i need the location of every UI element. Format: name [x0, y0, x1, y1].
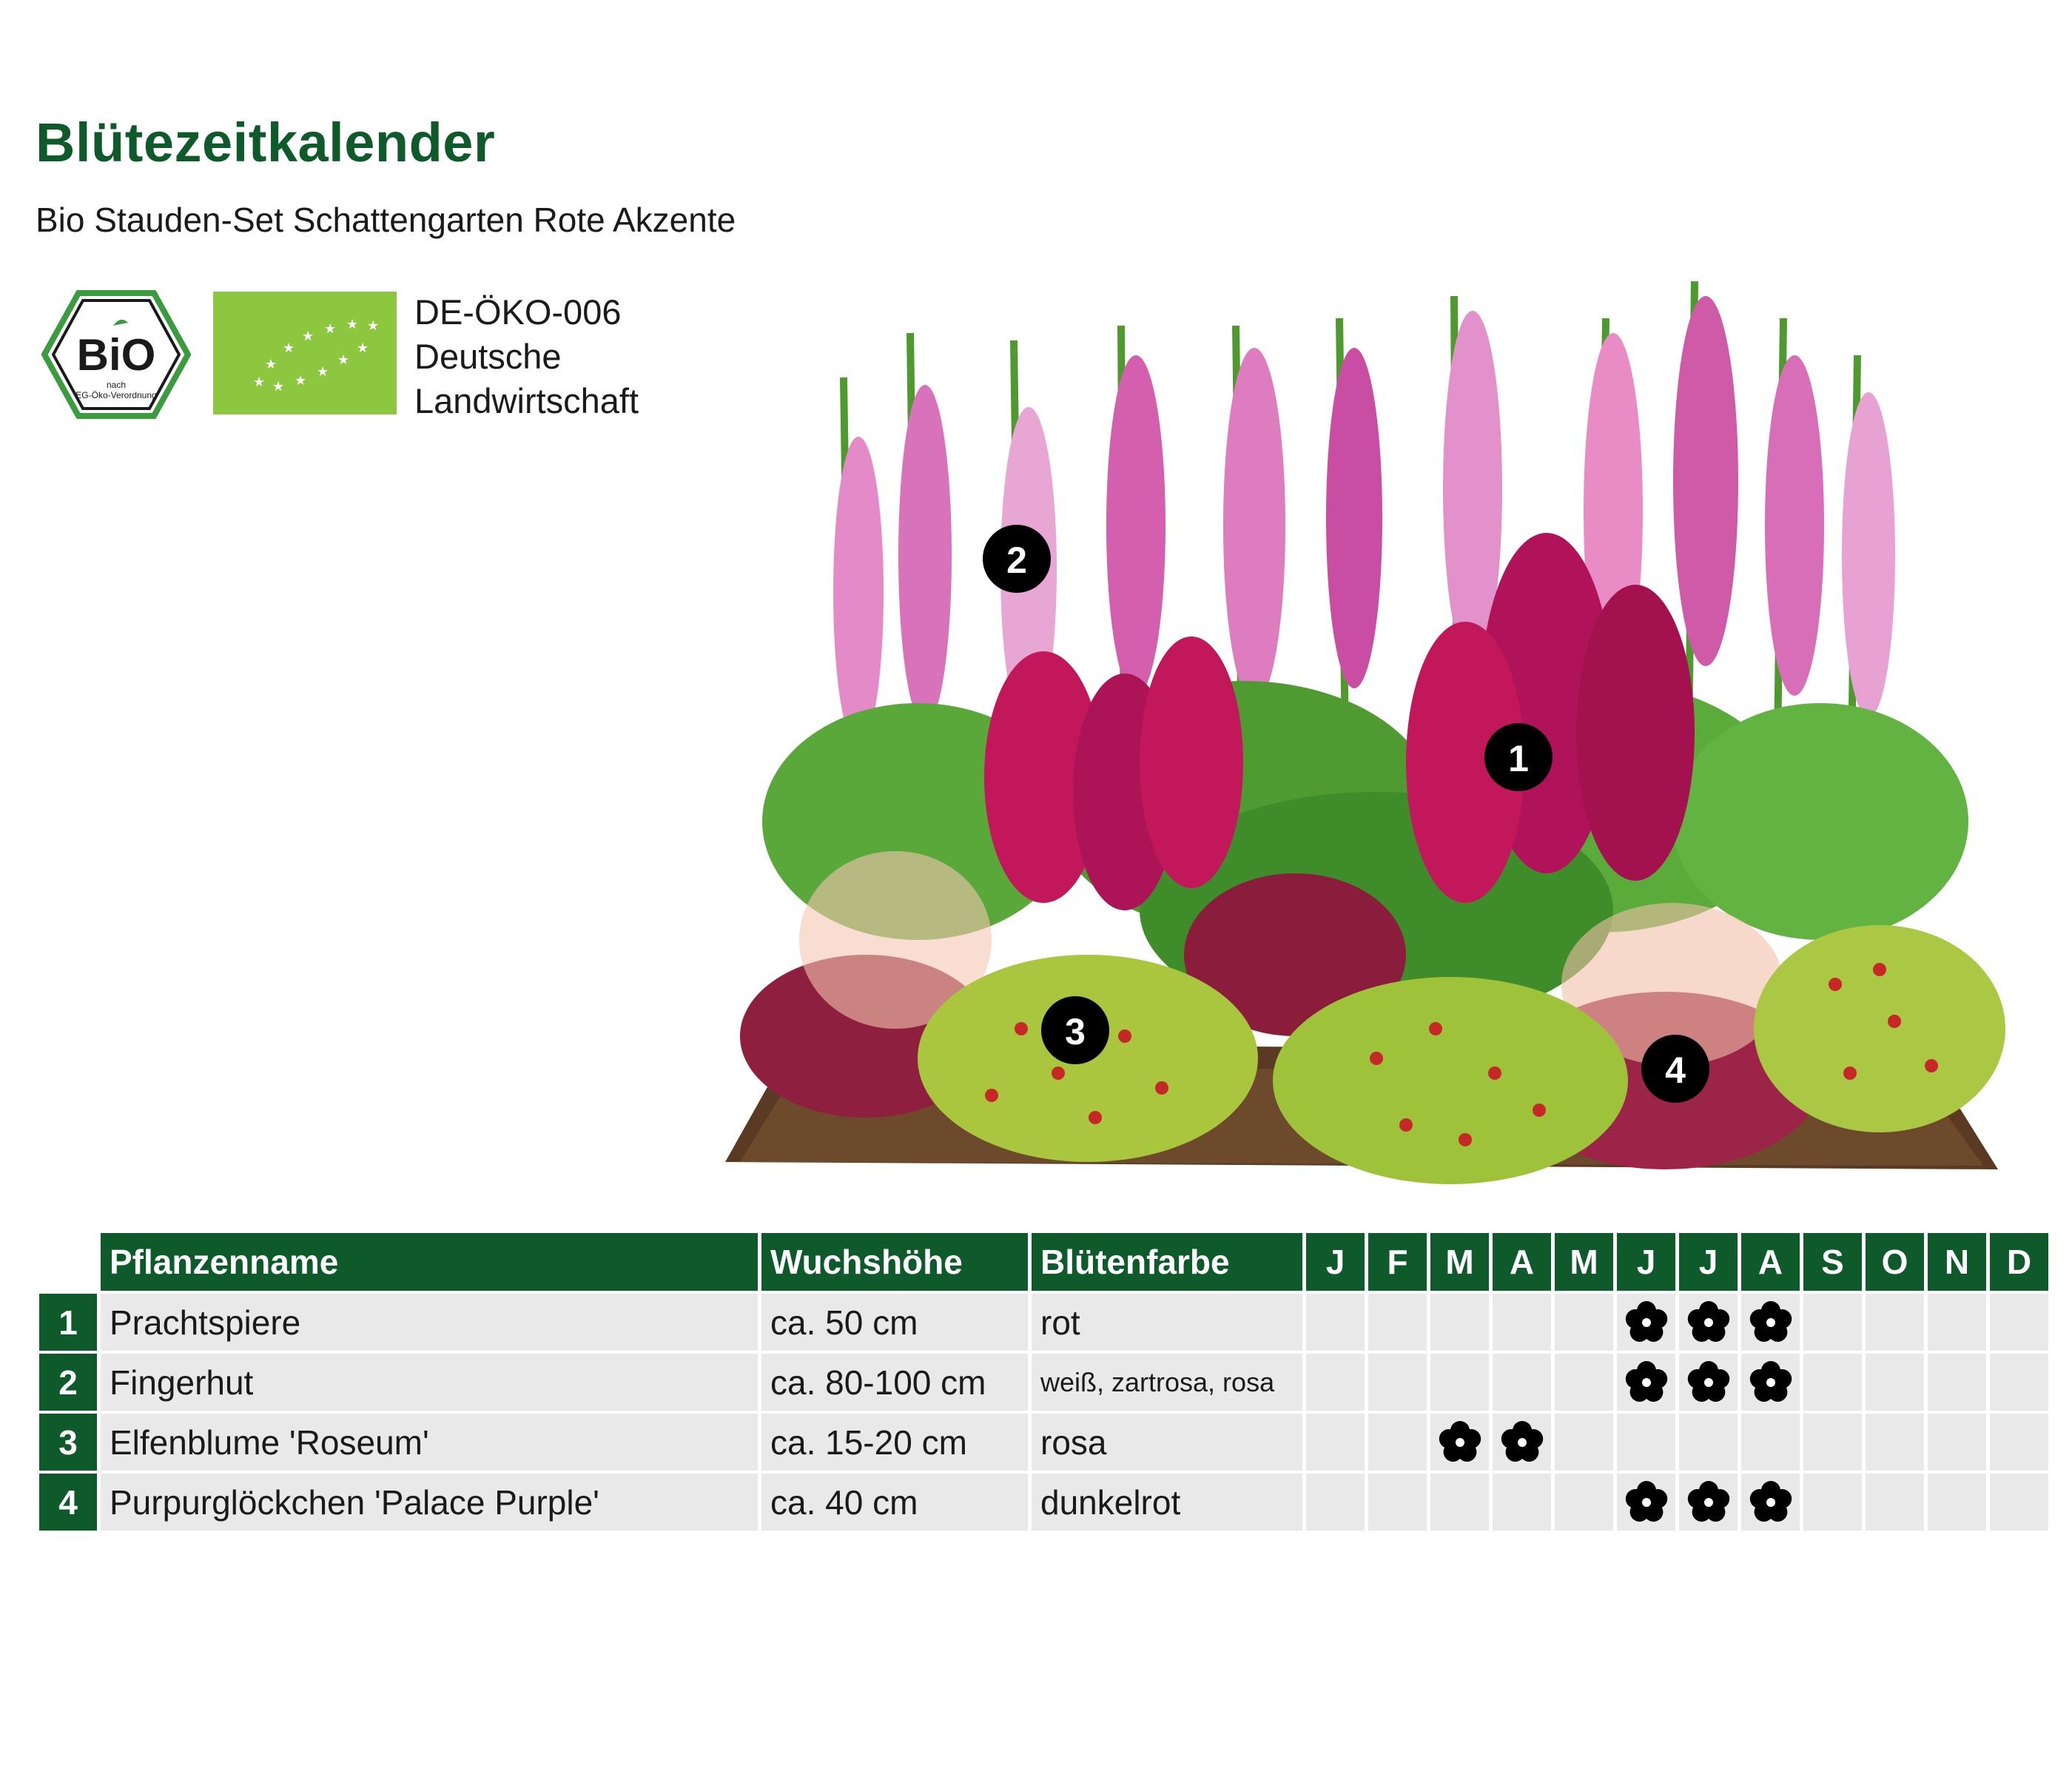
bio-logo-caption-2: EG-Öko-Verordnung [75, 390, 157, 400]
header-blank [39, 1233, 97, 1291]
certification-line-2: Deutsche [414, 337, 562, 376]
month-cell [1617, 1294, 1675, 1351]
plant-color: weiß, zartrosa, rosa [1032, 1354, 1302, 1411]
header-height: Wuchshöhe [761, 1233, 1028, 1291]
garden-bed-illustration [710, 244, 2013, 1184]
month-cell [1866, 1474, 1924, 1531]
month-cell [1306, 1414, 1365, 1471]
svg-text:★: ★ [272, 379, 285, 394]
month-cell [1866, 1294, 1924, 1351]
month-cell [1493, 1354, 1551, 1411]
bloom-flower-icon [1684, 1298, 1733, 1347]
month-cell [1617, 1354, 1675, 1411]
header-month-sep: S [1803, 1233, 1862, 1291]
month-cell [1430, 1414, 1489, 1471]
month-cell [1493, 1294, 1551, 1351]
svg-text:★: ★ [324, 321, 337, 337]
svg-text:4: 4 [1665, 1049, 1686, 1091]
header-month-feb: F [1368, 1233, 1427, 1291]
month-cell [1866, 1414, 1924, 1471]
bloom-flower-icon [1436, 1418, 1484, 1467]
month-cell [1430, 1294, 1489, 1351]
month-cell [1493, 1414, 1551, 1471]
row-number: 4 [39, 1474, 97, 1531]
month-cell [1679, 1414, 1738, 1471]
marker-1 [1484, 723, 1553, 791]
month-cell [1928, 1294, 1986, 1351]
svg-text:★: ★ [265, 357, 278, 372]
certification-block [414, 290, 639, 423]
bio-logo-text: BiO [76, 330, 156, 380]
eu-organic-logo [213, 292, 397, 414]
month-cell [1741, 1474, 1800, 1531]
plant-name: Elfenblume 'Roseum' [101, 1414, 758, 1471]
month-cell [1928, 1474, 1986, 1531]
page-subtitle: Bio Stauden-Set Schattengarten Rote Akzente [36, 201, 736, 239]
plant-height: ca. 80-100 cm [761, 1354, 1028, 1411]
bloom-flower-icon [1746, 1298, 1795, 1347]
month-cell [1368, 1354, 1427, 1411]
certification-code: DE-ÖKO-006 [414, 292, 622, 332]
bio-logo-caption-1: nach [106, 380, 127, 390]
bloom-flower-icon [1622, 1358, 1671, 1407]
page-title: Blütezeitkalender [36, 112, 496, 173]
svg-text:2: 2 [1006, 540, 1027, 581]
header-month-jul: J [1679, 1233, 1738, 1291]
month-cell [1555, 1294, 1613, 1351]
svg-text:★: ★ [302, 329, 314, 344]
bloom-flower-icon [1622, 1478, 1671, 1527]
plant-height: ca. 15-20 cm [761, 1414, 1028, 1471]
bloom-flower-icon [1746, 1478, 1795, 1527]
month-cell [1928, 1414, 1986, 1471]
svg-text:★: ★ [253, 374, 266, 390]
header-month-mar: M [1430, 1233, 1489, 1291]
month-cell [1803, 1294, 1862, 1351]
month-cell [1306, 1474, 1365, 1531]
header-month-may: M [1555, 1233, 1613, 1291]
svg-text:★: ★ [357, 340, 369, 356]
month-cell [1803, 1474, 1862, 1531]
month-cell [1430, 1354, 1489, 1411]
marker-2 [983, 525, 1051, 593]
month-cell [1679, 1294, 1738, 1351]
header-month-apr: A [1493, 1233, 1551, 1291]
month-cell [1555, 1414, 1613, 1471]
plant-color: dunkelrot [1032, 1474, 1302, 1531]
month-cell [1866, 1354, 1924, 1411]
month-cell [1741, 1294, 1800, 1351]
row-number: 1 [39, 1294, 97, 1351]
plant-height: ca. 40 cm [761, 1474, 1028, 1531]
header-month-jan: J [1306, 1233, 1365, 1291]
marker-3 [1041, 996, 1109, 1064]
month-cell [1679, 1354, 1738, 1411]
month-cell [1555, 1474, 1613, 1531]
bloom-flower-icon [1622, 1298, 1671, 1347]
svg-text:★: ★ [283, 340, 295, 356]
month-cell [1617, 1414, 1675, 1471]
plant-name: Fingerhut [101, 1354, 758, 1411]
bloom-calendar-table [36, 1230, 2052, 1534]
month-cell [1928, 1354, 1986, 1411]
month-cell [1741, 1414, 1800, 1471]
row-number: 3 [39, 1414, 97, 1471]
header-color: Blütenfarbe [1032, 1233, 1302, 1291]
month-cell [1990, 1294, 2048, 1351]
plant-color: rosa [1032, 1414, 1302, 1471]
month-cell [1493, 1474, 1551, 1531]
bloom-flower-icon [1684, 1358, 1733, 1407]
header-month-dec: D [1990, 1233, 2048, 1291]
month-cell [1368, 1294, 1427, 1351]
month-cell [1368, 1414, 1427, 1471]
row-number: 2 [39, 1354, 97, 1411]
svg-text:1: 1 [1508, 738, 1529, 779]
month-cell [1617, 1474, 1675, 1531]
month-cell [1306, 1354, 1365, 1411]
month-cell [1368, 1474, 1427, 1531]
header-month-nov: N [1928, 1233, 1986, 1291]
bloom-flower-icon [1498, 1418, 1547, 1467]
svg-text:★: ★ [295, 373, 307, 389]
month-cell [1990, 1474, 2048, 1531]
plant-name: Purpurglöckchen 'Palace Purple' [101, 1474, 758, 1531]
month-cell [1430, 1474, 1489, 1531]
header-plant-name: Pflanzenname [101, 1233, 758, 1291]
svg-text:★: ★ [337, 352, 350, 368]
month-cell [1555, 1354, 1613, 1411]
table-row [39, 1414, 2048, 1471]
plant-name: Prachtspiere [101, 1294, 758, 1351]
header-month-jun: J [1617, 1233, 1675, 1291]
table-row [39, 1474, 2048, 1531]
certification-line-3: Landwirtschaft [414, 381, 639, 420]
month-cell [1306, 1294, 1365, 1351]
month-cell [1679, 1474, 1738, 1531]
table-row [39, 1354, 2048, 1411]
svg-text:★: ★ [367, 318, 380, 334]
month-cell [1803, 1354, 1862, 1411]
foxglove-flowers [833, 296, 1895, 748]
svg-text:★: ★ [346, 317, 359, 332]
month-cell [1990, 1354, 2048, 1411]
table-header-row [39, 1233, 2048, 1291]
month-cell [1741, 1354, 1800, 1411]
marker-4 [1641, 1035, 1709, 1103]
bio-logo [41, 290, 191, 419]
header-month-oct: O [1866, 1233, 1924, 1291]
month-cell [1990, 1414, 2048, 1471]
svg-text:★: ★ [317, 364, 329, 380]
plant-height: ca. 50 cm [761, 1294, 1028, 1351]
bloom-flower-icon [1684, 1478, 1733, 1527]
header-month-aug: A [1741, 1233, 1800, 1291]
svg-text:3: 3 [1065, 1011, 1086, 1052]
month-cell [1803, 1414, 1862, 1471]
bloom-flower-icon [1746, 1358, 1795, 1407]
table-row [39, 1294, 2048, 1351]
plant-color: rot [1032, 1294, 1302, 1351]
